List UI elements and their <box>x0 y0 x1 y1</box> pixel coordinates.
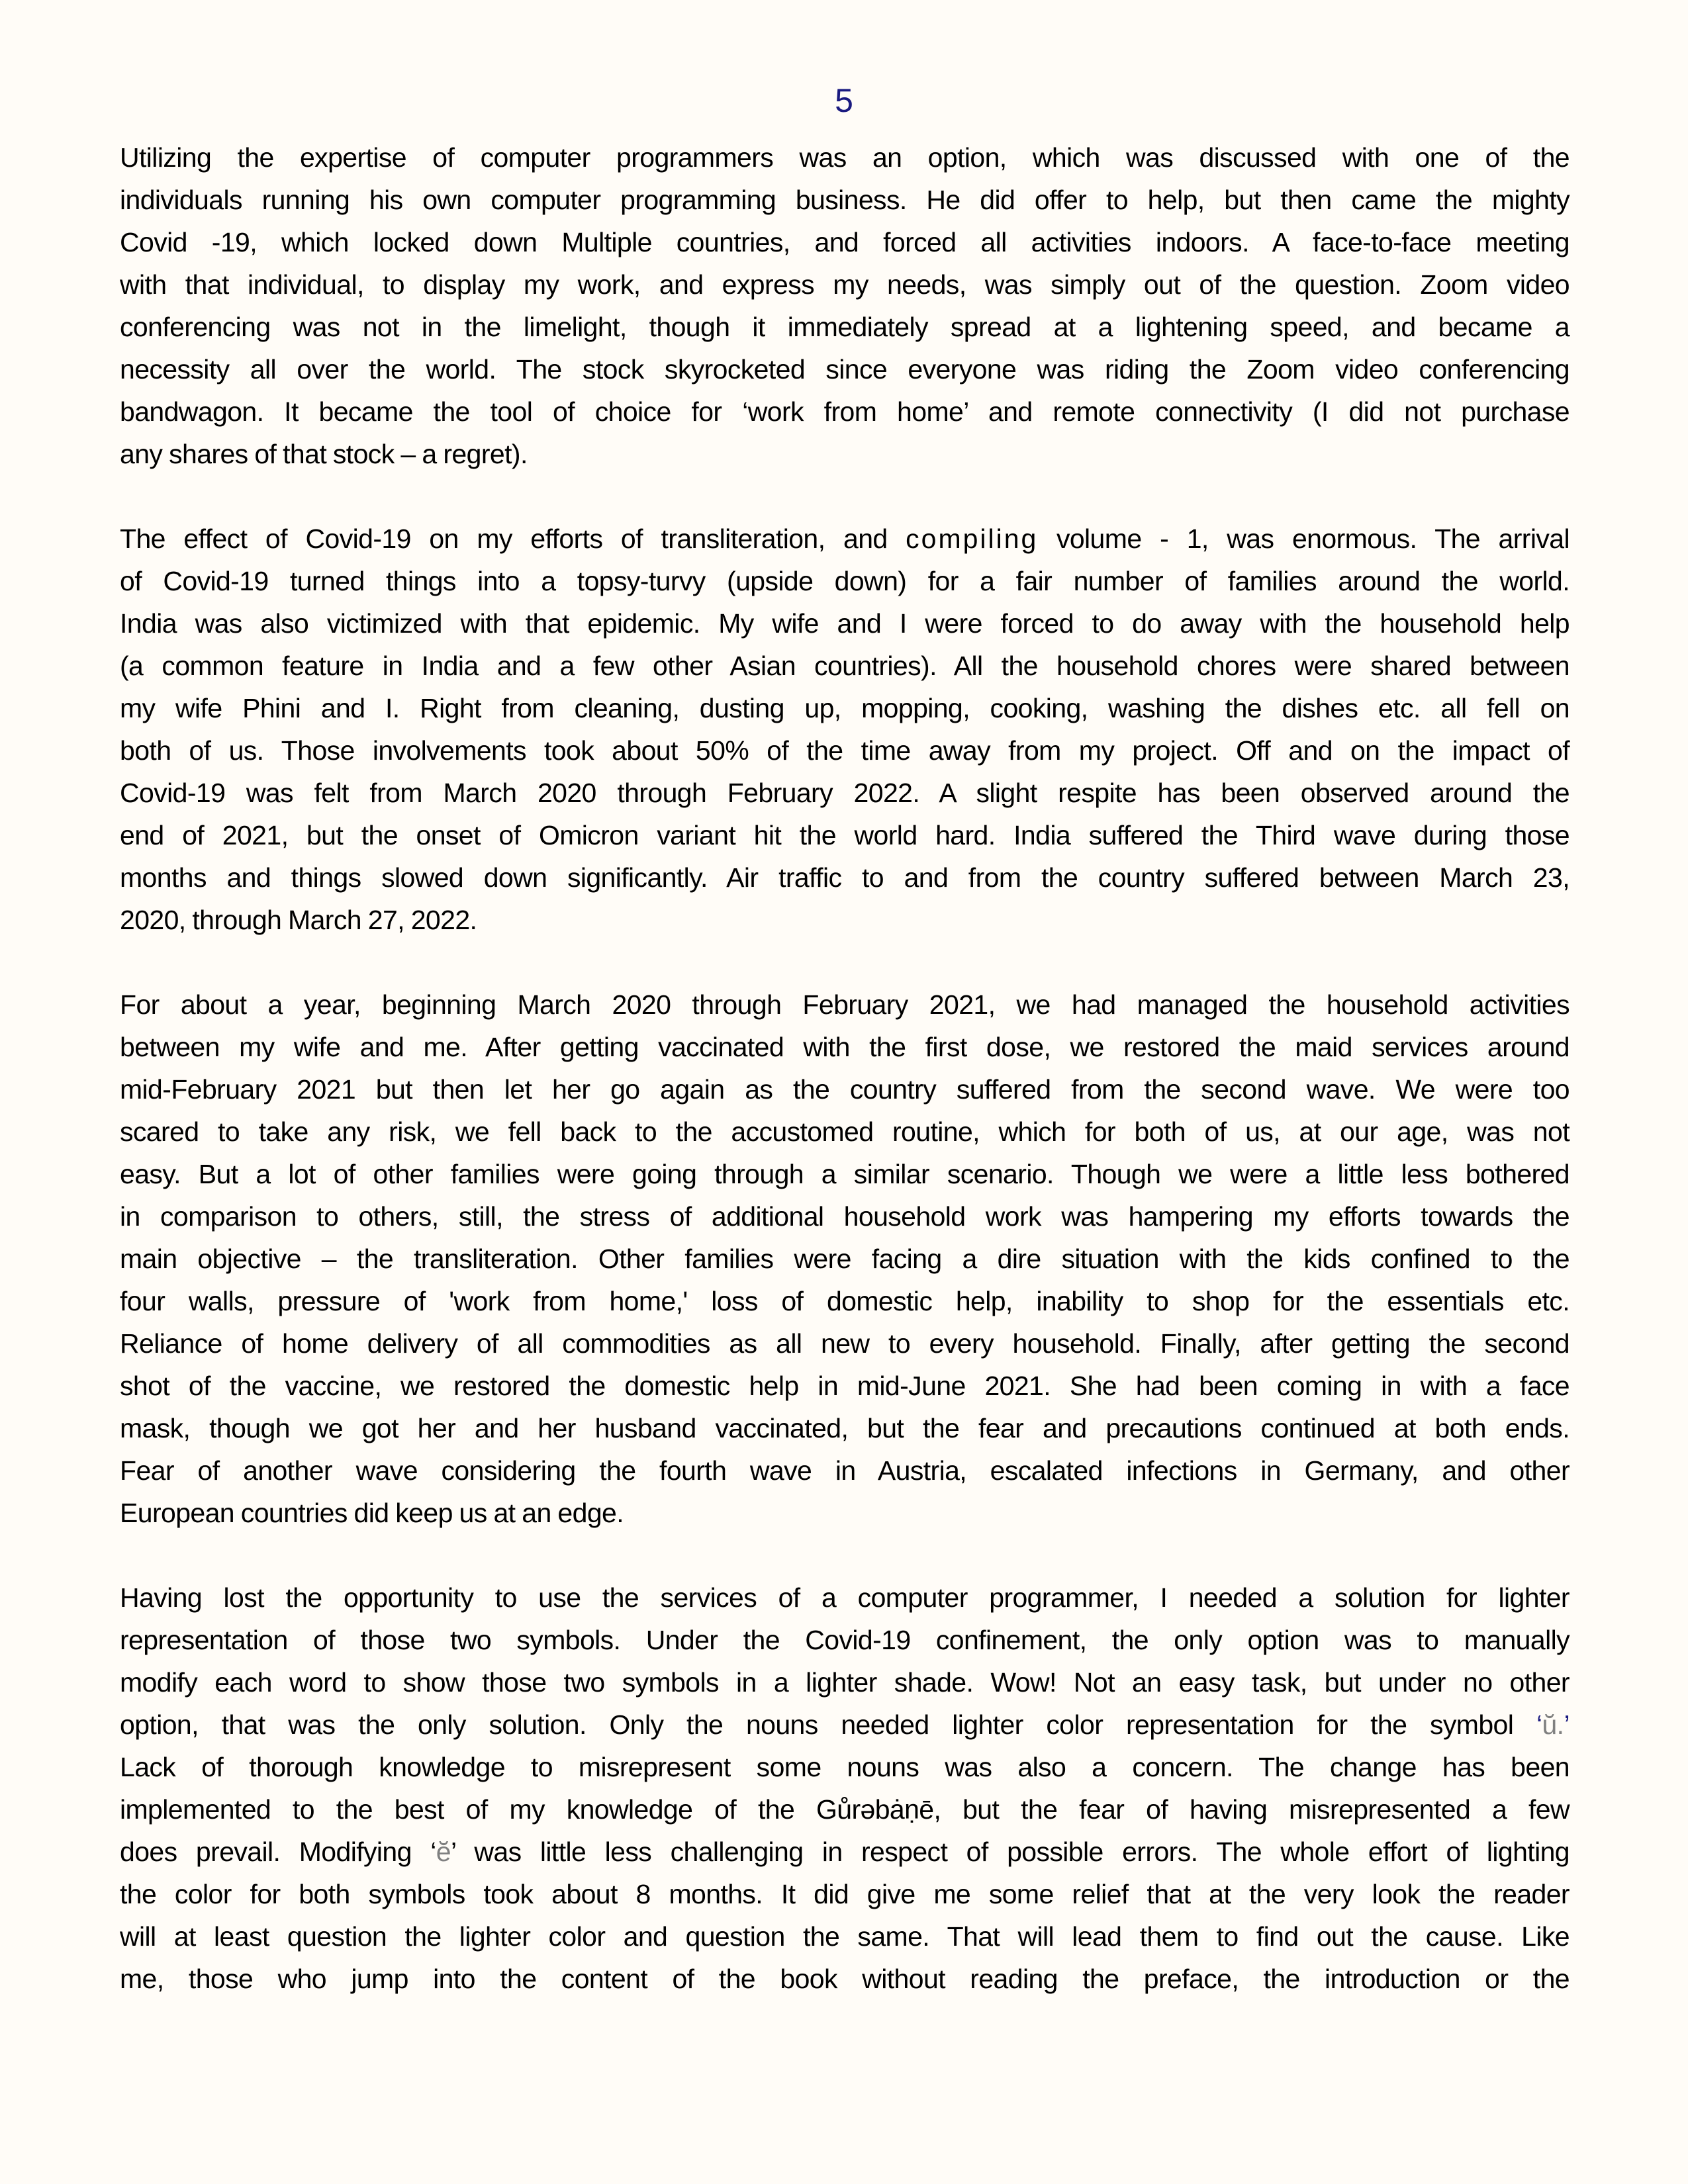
text-line: Fear of another wave considering the fourth wave in Austria, escalated infections in Germany, and other <box>120 1455 1570 1486</box>
text-line <box>120 1831 1570 1873</box>
text-line: India was also victimized with that epidemic. My wife and I were forced to do away with the household help <box>120 608 1570 639</box>
text-line: any shares of that stock – a regret). <box>120 439 528 469</box>
text-line: four walls, pressure of 'work from home,' loss of domestic help, inability to shop for the essentials etc. <box>120 1286 1570 1316</box>
text-line: implemented to the best of my knowledge of the Gůrəbȧṇē, but the fear of having misrepresented a few <box>120 1794 1570 1825</box>
text-line: 2020, through March 27, 2022. <box>120 905 477 935</box>
text-line: modify each word to show those two symbols in a lighter shade. Wow! Not an easy task, but under no other <box>120 1667 1570 1698</box>
text-line: Lack of thorough knowledge to misrepresent some nouns was also a concern. The change has been <box>120 1752 1570 1782</box>
paragraph-household <box>120 983 1570 1534</box>
text-line: the color for both symbols took about 8 months. It did give me some relief that at the very look the reader <box>120 1879 1570 1909</box>
text-line: shot of the vaccine, we restored the domestic help in mid-June 2021. She had been coming in with a face <box>120 1371 1570 1401</box>
text-line: will at least question the lighter color and question the same. That will lead them to find out the cause. Like <box>120 1921 1570 1952</box>
text-line: my wife Phini and I. Right from cleaning, dusting up, mopping, cooking, washing the dishes etc. all fell on <box>120 693 1570 723</box>
text-line: representation of those two symbols. Under the Covid-19 confinement, the only option was to manually <box>120 1625 1570 1655</box>
document-body <box>120 136 1570 2042</box>
text-line: end of 2021, but the onset of Omicron variant hit the world hard. India suffered the Third wave during those <box>120 820 1570 850</box>
light-symbol-u: ŭ. <box>1542 1709 1564 1740</box>
text-line: individuals running his own computer programming business. He did offer to help, but then came the mighty <box>120 185 1570 215</box>
text-line: conferencing was not in the limelight, though it immediately spread at a lightening speed, and became a <box>120 312 1570 342</box>
text-fragment: does prevail. Modifying ‘ <box>120 1837 436 1867</box>
spaced-word: compiling <box>906 523 1039 554</box>
text-line <box>120 1704 1570 1746</box>
light-symbol-e: ĕ <box>436 1837 451 1867</box>
text-line: mask, though we got her and her husband vaccinated, but the fear and precautions continued at both ends. <box>120 1413 1570 1443</box>
text-fragment: option, that was the only solution. Only the nouns needed lighter color representation for the symbol <box>120 1709 1536 1740</box>
quote-mark: ’ <box>1564 1709 1570 1740</box>
text-line: between my wife and me. After getting vaccinated with the first dose, we restored the maid services around <box>120 1032 1570 1062</box>
text-line: For about a year, beginning March 2020 through February 2021, we had managed the household activities <box>120 989 1570 1020</box>
text-line: Covid-19 was felt from March 2020 through February 2022. A slight respite has been observed around the <box>120 778 1570 808</box>
text-fragment: The effect of Covid-19 on my efforts of transliteration, and <box>120 523 906 554</box>
text-line: scared to take any risk, we fell back to the accustomed routine, which for both of us, at our age, was not <box>120 1116 1570 1147</box>
text-line: in comparison to others, still, the stress of additional household work was hampering my efforts towards the <box>120 1201 1570 1232</box>
text-line: Covid -19, which locked down Multiple countries, and forced all activities indoors. A face-to-face meeting <box>120 227 1570 257</box>
text-line: European countries did keep us at an edge. <box>120 1498 624 1528</box>
text-line <box>120 518 1570 560</box>
text-line: with that individual, to display my work, and express my needs, was simply out of the question. Zoom video <box>120 269 1570 300</box>
text-line: main objective – the transliteration. Other families were facing a dire situation with the kids confined to the <box>120 1244 1570 1274</box>
text-line: Reliance of home delivery of all commodities as all new to every household. Finally, after getting the second <box>120 1328 1570 1359</box>
text-line: me, those who jump into the content of the book without reading the preface, the introduction or the <box>120 1964 1570 1994</box>
paragraph-lighter-symbols <box>120 1576 1570 2000</box>
quote-mark: ‘ <box>1536 1709 1542 1740</box>
text-line: months and things slowed down significantly. Air traffic to and from the country suffered between March 23, <box>120 862 1570 893</box>
text-fragment: ’ was little less challenging in respect of possible errors. The whole effort of lighting <box>450 1837 1570 1867</box>
text-line: (a common feature in India and a few other Asian countries). All the household chores were shared between <box>120 651 1570 681</box>
text-line: Utilizing the expertise of computer programmers was an option, which was discussed with one of the <box>120 142 1570 173</box>
text-line: mid-February 2021 but then let her go again as the country suffered from the second wave. We were too <box>120 1074 1570 1105</box>
text-line: necessity all over the world. The stock skyrocketed since everyone was riding the Zoom video conferencing <box>120 354 1570 385</box>
text-line: of Covid-19 turned things into a topsy-turvy (upside down) for a fair number of families around the world. <box>120 566 1570 596</box>
page-number: 5 <box>835 82 853 119</box>
text-line: both of us. Those involvements took about 50% of the time away from my project. Off and on the impact of <box>120 735 1570 766</box>
text-line: bandwagon. It became the tool of choice for ‘work from home’ and remote connectivity (I did not purchase <box>120 396 1570 427</box>
text-fragment: volume - 1, was enormous. The arrival <box>1038 523 1570 554</box>
text-line: easy. But a lot of other families were going through a similar scenario. Though we were a little less bothered <box>120 1159 1570 1189</box>
text-line: Having lost the opportunity to use the services of a computer programmer, I needed a solution for lighter <box>120 1582 1570 1613</box>
paragraph-covid-effect <box>120 518 1570 941</box>
paragraph-zoom-programmers <box>120 136 1570 475</box>
